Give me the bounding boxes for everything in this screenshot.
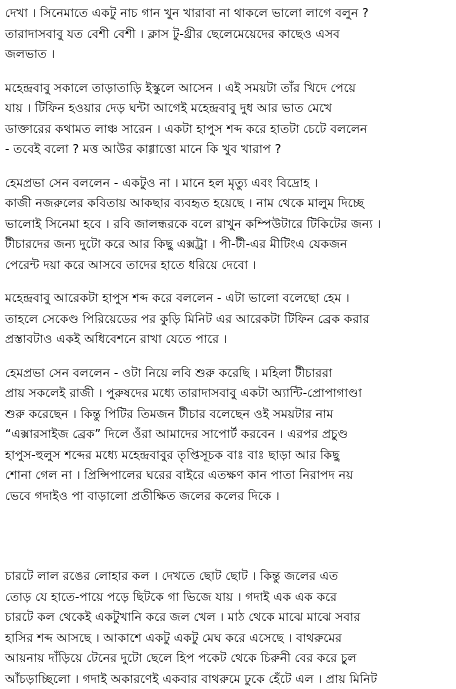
paragraph-gap — [5, 65, 451, 78]
paragraph-gap — [5, 350, 451, 363]
text-line: শোনা গেল না । প্রিন্সিপালের ঘরের বাইরে এতক্ষণ কান পাতা নিরাপদ নয় — [5, 465, 451, 486]
text-line: পেরেন্ট দয়া করে আসবে তাদের হাতে ধরিয়ে দেবো । — [5, 255, 451, 276]
text-line: জলভাত । — [5, 44, 451, 65]
text-line: প্রস্তাবটাও একই অধিবেশনে রাখা যেতে পারে । — [5, 329, 451, 350]
text-line: ভালোই সিনেমা হবে । রবি জালন্ধরকে বলে রাখুন কম্পিউটারে টিকিটের জন্য । — [5, 214, 451, 235]
text-line: দেখা । সিনেমাতে একটু নাচ গান খুন খারাবা না থাকলে ভালো লাগে বলুন ? — [5, 3, 451, 24]
paragraph-2 — [5, 78, 451, 160]
text-line: মহেন্দ্রবাবু সকালে তাড়াতাড়ি ইস্কুলে আসেন । এই সময়টা তাঁর খিদে পেয়ে — [5, 78, 451, 99]
paragraph-6 — [5, 566, 451, 689]
text-line: কাজী নজরুলের কবিতায় আকছার ব্যবহৃত হয়েছে । নাম থেকে মালুম দিচ্ছে — [5, 193, 451, 214]
text-line: টীচারদের জন্য দুটো করে আর কিছু এক্সট্রা । পী-টী-এর মীটিংএ যেকজন — [5, 234, 451, 255]
text-line: যায় । টিফিন হওয়ার দেড় ঘন্টা আগেই মহেন্দ্রবাবু দুধ আর ভাত মেখে — [5, 98, 451, 119]
text-line: তাহলে সেকেণ্ড পিরিয়েডের পর কুড়ি মিনিট এর আরেকটা টিফিন ব্রেক করার — [5, 309, 451, 330]
text-line: প্রায় সকলেই রাজী । পুরুষদের মধ্যে তারাদাসবাবু একটা অ্যান্টি-প্রোপাগাণ্ডা — [5, 383, 451, 404]
section-gap — [5, 506, 451, 566]
text-line: হেমপ্রভা সেন বললেন - একটুও না । মানে হল মৃত্যু এবং বিদ্রোহ । — [5, 173, 451, 194]
text-line: চারটে কল থেকেই একটুখানি করে জল খেল । মাঠ থেকে মাঝে মাঝে সবার — [5, 607, 451, 628]
paragraph-4 — [5, 288, 451, 350]
paragraph-3 — [5, 173, 451, 276]
paragraph-gap — [5, 275, 451, 288]
text-line: হাসির শব্দ আসছে । আকাশে একটু একটু মেঘ করে এসেছে । বাথরুমের — [5, 628, 451, 649]
text-line: হাপুস-হুলুস শব্দের মধ্যে মহেন্দ্রবাবুর তৃপ্তিসূচক বাঃ বাঃ ছাড়া আর কিছু — [5, 445, 451, 466]
text-line: তারাদাসবাবু যত বেশী বেশী । ক্লাস টু-থ্রীর ছেলেমেয়েদের কাছেও এসব — [5, 24, 451, 45]
paragraph-gap — [5, 160, 451, 173]
text-line: আয়নায় দাঁড়িয়ে টেনের দুটো ছেলে হিপ পকেট থেকে চিরুনী বের করে চুল — [5, 648, 451, 669]
paragraph-1 — [5, 3, 451, 65]
text-line: চারটে লাল রঙের লোহার কল । দেখতে ছোট ছোট । কিন্তু জলের এত — [5, 566, 451, 587]
text-line: - তবেই বলো ? মত্ত আউর কাগ্গাত্তো মানে কি খুব খারাপ ? — [5, 139, 451, 160]
text-line: ভেবে গদাইও পা বাড়ালো প্রতীক্ষিত জলের কলের দিকে । — [5, 486, 451, 507]
paragraph-5 — [5, 363, 451, 507]
text-line: হেমপ্রভা সেন বললেন - ওটা নিয়ে লবি শুরু করেছি । মহিলা টীচাররা — [5, 363, 451, 384]
text-line: ডাক্তারের কথামত লাঞ্চ সারেন । একটা হাপুস শব্দ করে হাতটা চেটে বললেন — [5, 119, 451, 140]
document-page — [5, 0, 451, 619]
text-line: “এক্সারসাইজ ব্রেক” দিলে ওঁরা আমাদের সাপোর্ট করবেন । এরপর প্রচুণ্ড — [5, 424, 451, 445]
text-line: তোড় যে হাতে-পায়ে পড়ে ছিটকে গা ভিজে যায় । গদাই এক এক করে — [5, 587, 451, 608]
text-line: শুরু করেছেন । কিন্তু পিটির তিমজন টীচার বলেছেন ওই সময়টার নাম — [5, 404, 451, 425]
text-line: আঁচড়াচ্ছিলো । গদাই অকারণেই একবার বাথরুমে ঢুকে হেঁটে এল । প্রায় মিনিট — [5, 669, 451, 689]
text-line: মহেন্দ্রবাবু আরেকটা হাপুস শব্দ করে বললেন - এটা ভালো বলেছো হেম । — [5, 288, 451, 309]
